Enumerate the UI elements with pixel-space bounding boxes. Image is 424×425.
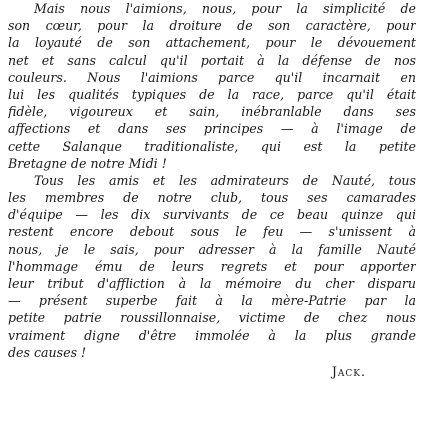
text-line: son cœur, pour la droiture de son caractère, pour <box>8 18 416 34</box>
text-line: Mais nous l'aimions, nous, pour la simplicité de <box>34 1 416 16</box>
text-line: leur tribut d'affliction à la mémoire du cher disparu <box>8 276 416 291</box>
text-line: l'hommage ému de leurs regrets et pour apporter <box>8 258 416 274</box>
document-page <box>8 0 416 425</box>
paragraph-1 <box>8 0 416 172</box>
text-line: Bretagne de notre Midi ! <box>8 155 167 171</box>
text-line: fidèle, vigoureux et sain, inébranlable dans ses <box>8 104 416 120</box>
text-line: couleurs. Nous l'aimions parce qu'il incarnait en <box>8 69 416 85</box>
text-line: net et sans calcul qu'il portait à la défense de nos <box>8 52 416 68</box>
text-line: des causes ! <box>8 344 87 360</box>
text-line: Tous les amis et les admirateurs de Nauté, tous <box>34 172 416 188</box>
text-line: vraiment digne d'être immolée à la plus grande <box>8 327 416 343</box>
text-line: affections et dans ses principes — à l'image de <box>8 121 416 137</box>
text-line: les membres de notre club, tous ses camarades <box>8 190 416 206</box>
text-line: lui les qualités typiques de la race, parce qu'il était <box>8 86 416 102</box>
text-line: nous, je le sais, pour adresser à la famille Nauté <box>8 241 416 257</box>
text-line: — présent superbe fait à la mère-Patrie par la <box>8 293 416 309</box>
text-line: cette Salanque traditionaliste, qui est la petite <box>8 138 416 154</box>
text-line: restent encore debout sous le feu — s'unissent à <box>8 224 416 240</box>
author-signature: Jack. <box>331 363 366 379</box>
text-line: la loyauté de son attachement, pour le dévouement <box>8 35 416 51</box>
text-line: petite patrie roussillonnaise, victime de chez nous <box>8 310 416 326</box>
text-line: d'équipe — les dix survivants de ce beau quinze qui <box>8 207 416 223</box>
paragraph-2 <box>8 172 416 361</box>
